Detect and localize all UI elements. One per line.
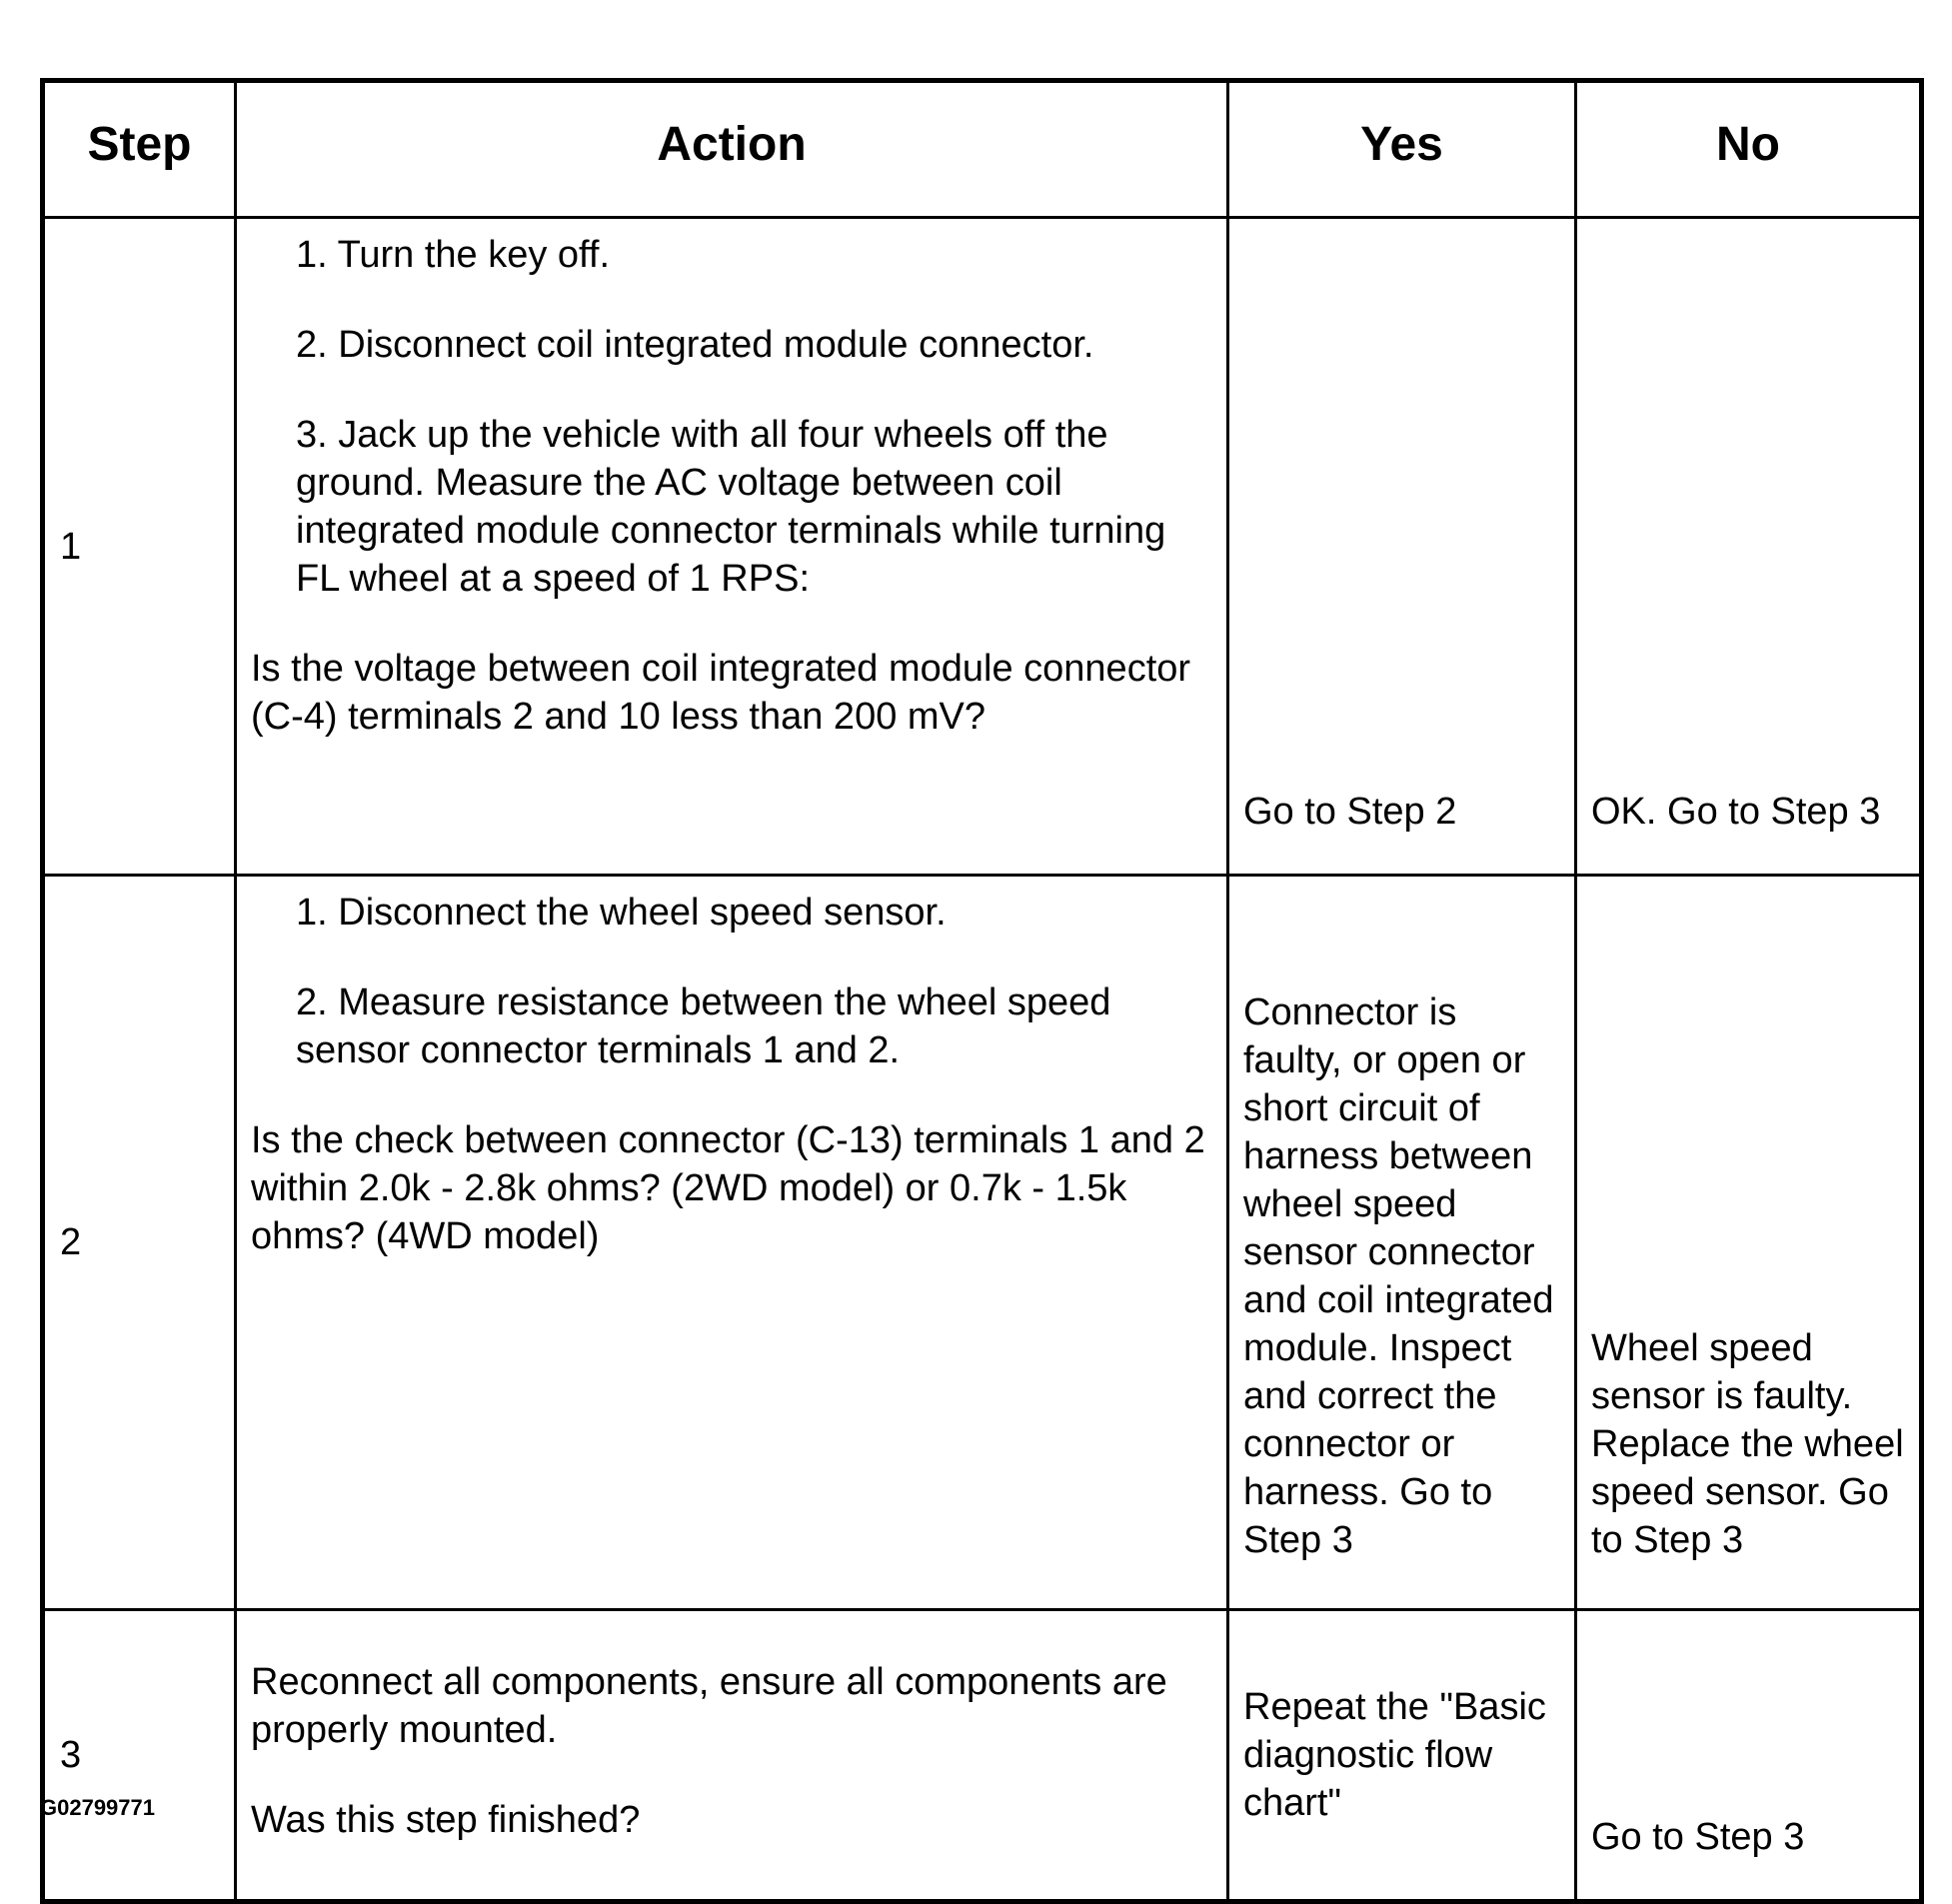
table-row (43, 1610, 1922, 1902)
no-result-text: Wheel speed sensor is faulty. Replace the wheel speed sensor. Go to Step 3 (1591, 1327, 1904, 1561)
diagnostic-table (40, 78, 1924, 1904)
action-cell (236, 876, 1228, 1610)
action-item: 1. Turn the key off. (296, 234, 611, 276)
header-yes: Yes (1228, 81, 1576, 218)
no-result (1576, 1610, 1922, 1902)
action-text: Reconnect all components, ensure all components are properly mounted. (251, 1661, 1167, 1751)
action-item: 3. Jack up the vehicle with all four wheels off the ground. Measure the AC voltage between coil integrated module connector terminals while turning FL wheel at a speed of 1 RPS: (296, 414, 1166, 600)
header-step: Step (43, 81, 236, 218)
table-header-row (43, 81, 1922, 218)
action-cell (236, 218, 1228, 876)
step-number: 3 (43, 1610, 236, 1902)
no-result-text: OK. Go to Step 3 (1591, 791, 1881, 833)
yes-result-text: Repeat the "Basic diagnostic flow chart" (1243, 1686, 1546, 1824)
step-number: 2 (43, 876, 236, 1610)
yes-result (1228, 218, 1576, 876)
action-item: 1. Disconnect the wheel speed sensor. (296, 892, 947, 934)
no-result (1576, 218, 1922, 876)
action-question: Was this step finished? (251, 1799, 641, 1841)
action-cell (236, 1610, 1228, 1902)
yes-result (1228, 1610, 1576, 1902)
header-no: No (1576, 81, 1922, 218)
yes-result-text: Go to Step 2 (1243, 791, 1457, 833)
action-item: 2. Disconnect coil integrated module connector. (296, 324, 1094, 366)
action-item: 2. Measure resistance between the wheel speed sensor connector terminals 1 and 2. (296, 981, 1111, 1071)
table-row (43, 876, 1922, 1610)
table-row (43, 218, 1922, 876)
action-question: Is the check between connector (C-13) terminals 1 and 2 within 2.0k - 2.8k ohms? (2WD model) or 0.7k - 1.5k ohms? (4WD model) (251, 1119, 1205, 1257)
yes-result-text: Connector is faulty, or open or short circuit of harness between wheel speed sensor connector and coil integrated module. Inspect and correct the connector or harness. Go to Step 3 (1243, 991, 1554, 1561)
yes-result (1228, 876, 1576, 1610)
header-action: Action (236, 81, 1228, 218)
no-result (1576, 876, 1922, 1610)
step-number: 1 (43, 218, 236, 876)
figure-id: G02799771 (40, 1795, 155, 1820)
action-question: Is the voltage between coil integrated module connector (C-4) terminals 2 and 10 less than 200 mV? (251, 648, 1191, 738)
no-result-text: Go to Step 3 (1591, 1816, 1805, 1858)
